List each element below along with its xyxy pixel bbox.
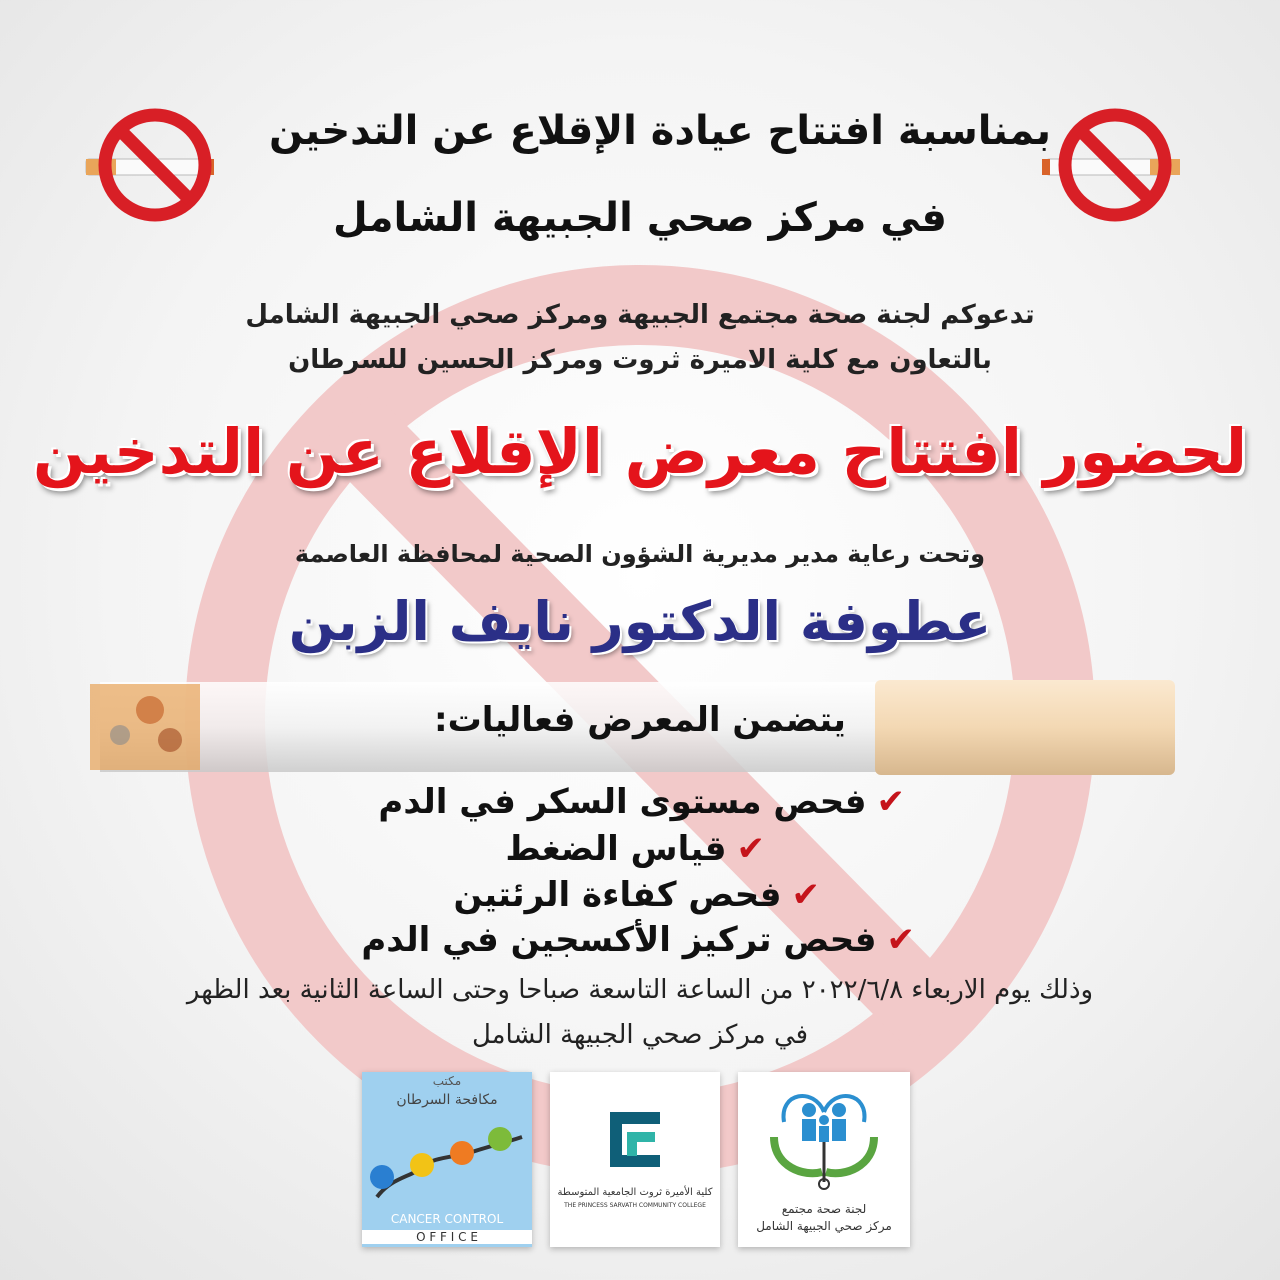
patron-name: عطوفة الدكتور نايف الزبن [288, 590, 992, 653]
invitation-line-2: بالتعاون مع كلية الاميرة ثروت ومركز الحسين للسرطان [288, 345, 992, 375]
headline: لحضور افتتاح معرض الإقلاع عن التدخين [32, 415, 1248, 488]
activities-heading: يتضمن المعرض فعاليات: [434, 700, 846, 740]
college-name-ar: كلية الأميرة ثروت الجامعية المتوسطة [557, 1187, 713, 1198]
committee-name-line2: مركز صحي الجبيهة الشامل [756, 1219, 892, 1233]
invitation-line-1: تدعوكم لجنة صحة مجتمع الجبيهة ومركز صحي الجبيهة الشامل [245, 300, 1035, 330]
title-line-2: في مركز صحي الجبيهة الشامل [333, 195, 947, 241]
committee-name-line1: لجنة صحة مجتمع [781, 1202, 867, 1216]
place-line: في مركز صحي الجبيهة الشامل [471, 1020, 809, 1050]
check-icon: ✔ [791, 875, 820, 915]
activity-item: ✔قياس الضغط [505, 829, 765, 869]
patronage-line: وتحت رعاية مدير مديرية الشؤون الصحية لمحافظة العاصمة [294, 540, 986, 568]
committee-logo [738, 1072, 910, 1247]
logo-text-en2: O F F I C E [362, 1230, 532, 1244]
family-heart-icon [764, 1082, 884, 1192]
logo-text-en1: CANCER CONTROL [390, 1212, 504, 1226]
college-emblem-icon [605, 1107, 665, 1172]
activity-item: ✔فحص تركيز الأكسجين في الدم [361, 920, 915, 960]
cancer-control-office-logo [362, 1072, 532, 1247]
college-name-en: THE PRINCESS SARVATH COMMUNITY COLLEGE [564, 1202, 706, 1209]
title-line-1: بمناسبة افتتاح عيادة الإقلاع عن التدخين [269, 108, 1051, 154]
chain-icon [362, 1117, 532, 1207]
activity-item: ✔فحص مستوى السكر في الدم [378, 782, 905, 822]
logo-text-top: مكتب [432, 1074, 462, 1088]
date-line: وذلك يوم الاربعاء ٢٠٢٢/٦/٨ من الساعة التاسعة صباحا وحتى الساعة الثانية بعد الظهر [186, 975, 1094, 1005]
logo-text-ar: مكافحة السرطان [396, 1092, 498, 1108]
check-icon: ✔ [876, 782, 905, 822]
check-icon: ✔ [886, 920, 915, 960]
activity-item: ✔فحص كفاءة الرئتين [453, 875, 820, 915]
college-logo [550, 1072, 720, 1247]
check-icon: ✔ [736, 829, 765, 869]
